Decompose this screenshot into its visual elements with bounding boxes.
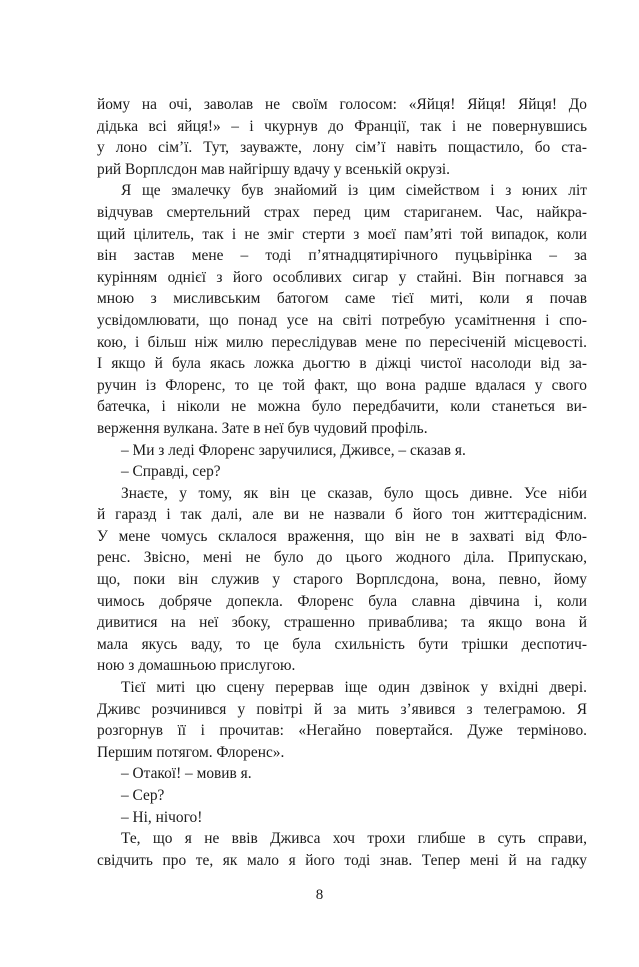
- text-line: І якщо й була якась ложка дьогтю в діжці чистої насолоди від за-: [97, 355, 587, 373]
- text-line: ною з домашньою прислугою.: [97, 657, 296, 675]
- text-line: курінням однієї з його особливих сигар у стайні. Він погнався за: [97, 268, 587, 286]
- text-line: усвідомлювати, що понад усе на світі потребую усамітнення і спо-: [97, 311, 587, 329]
- text-line: Я ще змалечку був знайомий із цим сімейством і з юних літ: [121, 182, 587, 200]
- text-line: мною з мисливським батогом саме тієї миті, коли я почав: [97, 290, 587, 308]
- text-line: кою, і більш ніж милю переслідував мене по пересіченій місцевості.: [97, 333, 587, 351]
- text-line: у лоно сім’ї. Тут, зауважте, лону сім’ї навіть пощастило, бо ста-: [97, 139, 587, 157]
- text-line: й гаразд і так далі, але ви не назвали б його тон життєрадісним.: [97, 506, 587, 524]
- text-line: рий Ворплсдон мав найгіршу вдачу у всенькій окрузі.: [97, 160, 451, 178]
- text-line: Знаєте, у тому, як він це сказав, було щось дивне. Усе ніби: [121, 484, 587, 502]
- text-line: Те, що я не ввів Дживса хоч трохи глибше в суть справи,: [121, 830, 587, 848]
- text-line: У мене чомусь склалося враження, що він не в захваті від Фло-: [97, 527, 587, 545]
- text-line: розгорнув її і прочитав: «Негайно повертайся. Дуже терміново.: [97, 722, 587, 740]
- text-line: – Ми з леді Флоренс заручилися, Дживсе, – сказав я.: [121, 441, 466, 459]
- text-line: Першим потягом. Флоренс».: [97, 743, 285, 761]
- text-line: дідька всі яйця!» – і чкурнув до Франції, так і не повернувшись: [97, 117, 587, 135]
- text-line: верження вулкана. Зате в неї був чудовий профіль.: [97, 419, 428, 437]
- text-line: свідчить про те, як мало я його тоді знав. Тепер мені й на гадку: [97, 851, 587, 869]
- text-line: чимось добряче допекла. Флоренс була славна дівчина і, коли: [97, 592, 587, 610]
- text-line: ренс. Звісно, мені не було до цього жодного діла. Припускаю,: [97, 549, 587, 567]
- text-line: що, поки він служив у старого Ворплсдона, вона, певно, йому: [97, 571, 587, 589]
- text-line: він застав мене – тоді п’ятнадцятирічного пуцьвірінка – за: [97, 247, 587, 265]
- text-line: Дживс розчинився у повітрі й за мить з’явився з телеграмою. Я: [97, 700, 587, 718]
- text-line: – Справді, сер?: [121, 463, 221, 481]
- text-line: – Отакої! – мовив я.: [121, 765, 252, 783]
- text-line: – Сер?: [121, 787, 165, 804]
- text-line: батечка, і ніколи не можна було передбачити, коли станеться ви-: [97, 398, 587, 416]
- text-line: – Ні, нічого!: [121, 808, 203, 826]
- text-line: йому на очі, заволав не своїм голосом: «Яйця! Яйця! Яйця! До: [97, 96, 587, 113]
- text-line: відчував смертельний страх перед цим стариганем. Час, найкра-: [97, 203, 587, 221]
- text-line: Тієї миті цю сцену перервав іще один дзвінок у вхідні двері.: [121, 679, 587, 697]
- page-number: 8: [315, 887, 324, 903]
- text-line: мала якусь ваду, то це була схильність бути трішки деспотич-: [97, 635, 587, 653]
- text-line: ручин із Флоренс, то це той факт, що вона радше вдалася у свого: [97, 376, 587, 394]
- page-body: [97, 94, 587, 871]
- text-line: дивитися на неї збоку, страшенно приваблива; та якщо вона й: [97, 614, 587, 632]
- text-line: щий цілитель, так і не зміг стерти з моєї пам’яті той випадок, коли: [97, 225, 587, 243]
